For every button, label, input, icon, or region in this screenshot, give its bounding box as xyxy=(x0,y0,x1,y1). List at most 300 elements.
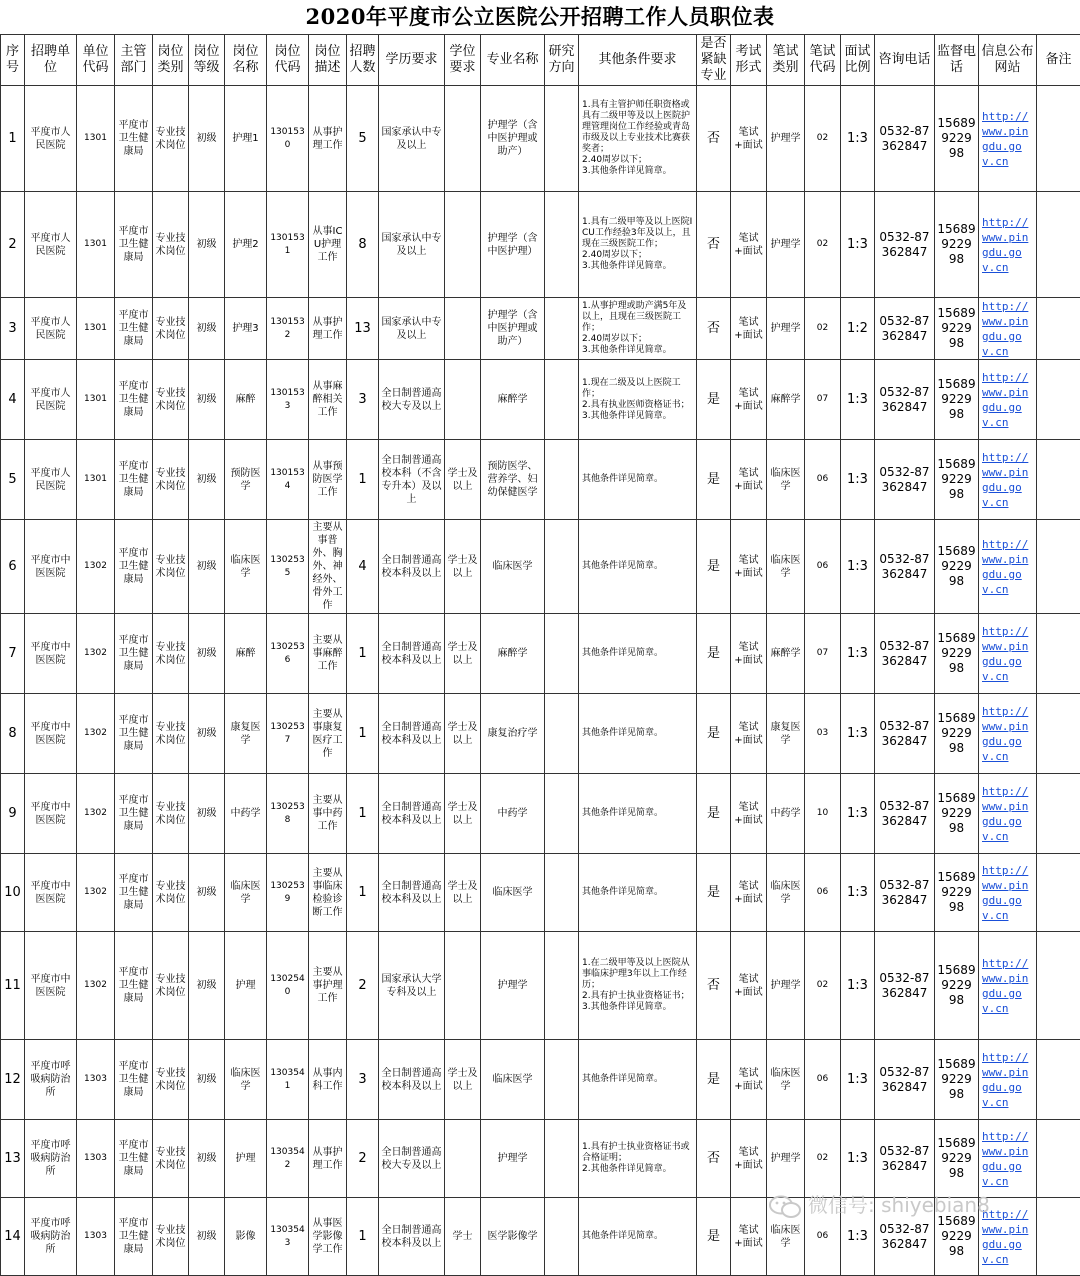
cell-exam-form: 笔试+面试 xyxy=(731,1198,767,1276)
cell-exam-code: 10 xyxy=(805,774,841,854)
cell-shortage: 是 xyxy=(697,1198,731,1276)
cell-department: 平度市卫生健康局 xyxy=(115,932,153,1040)
cell-exam-form: 笔试+面试 xyxy=(731,192,767,298)
cell-exam-type: 康复医学 xyxy=(767,694,805,774)
cell-education: 全日制普通高校本科及以上 xyxy=(379,694,445,774)
cell-category: 专业技术岗位 xyxy=(153,774,189,854)
cell-index: 6 xyxy=(1,520,25,614)
cell-website xyxy=(979,694,1037,774)
watermark xyxy=(768,1188,1068,1222)
cell-major: 临床医学 xyxy=(481,1040,545,1120)
website-link[interactable]: http://www.pingdu.gov.cn xyxy=(982,785,1028,843)
cell-index: 11 xyxy=(1,932,25,1040)
cell-description: 从事内科工作 xyxy=(309,1040,347,1120)
cell-position-code: 1301530 xyxy=(267,86,309,192)
cell-education: 全日制普通高校本科及以上 xyxy=(379,854,445,932)
table-row xyxy=(1,614,1080,694)
cell-category: 专业技术岗位 xyxy=(153,1040,189,1120)
cell-shortage: 否 xyxy=(697,192,731,298)
cell-category: 专业技术岗位 xyxy=(153,694,189,774)
cell-exam-type: 护理学 xyxy=(767,192,805,298)
cell-supervise-phone: 156899229 98 xyxy=(935,298,979,360)
cell-category: 专业技术岗位 xyxy=(153,614,189,694)
cell-shortage: 是 xyxy=(697,774,731,854)
cell-headcount: 2 xyxy=(347,932,379,1040)
cell-conditions: 其他条件详见简章。 xyxy=(579,774,697,854)
cell-interview-ratio: 1:3 xyxy=(841,614,875,694)
cell-index: 10 xyxy=(1,854,25,932)
cell-level: 初级 xyxy=(189,192,225,298)
cell-research xyxy=(545,614,579,694)
column-header: 学历要求 xyxy=(379,35,445,86)
cell-level: 初级 xyxy=(189,932,225,1040)
cell-category: 专业技术岗位 xyxy=(153,1198,189,1276)
cell-level: 初级 xyxy=(189,298,225,360)
table-row xyxy=(1,694,1080,774)
table-body xyxy=(1,86,1080,1276)
cell-degree xyxy=(445,192,481,298)
website-link[interactable]: http://www.pingdu.gov.cn xyxy=(982,216,1028,274)
cell-website xyxy=(979,440,1037,520)
cell-interview-ratio: 1:3 xyxy=(841,1040,875,1120)
cell-interview-ratio: 1:3 xyxy=(841,1198,875,1276)
website-link[interactable]: http://www.pingdu.gov.cn xyxy=(982,957,1028,1015)
cell-exam-type: 临床医学 xyxy=(767,1040,805,1120)
cell-description: 从事麻醉相关工作 xyxy=(309,360,347,440)
cell-note xyxy=(1037,86,1080,192)
website-link[interactable]: http://www.pingdu.gov.cn xyxy=(982,1051,1028,1109)
cell-conditions: 其他条件详见简章。 xyxy=(579,1198,697,1276)
cell-index: 3 xyxy=(1,298,25,360)
column-header: 序号 xyxy=(1,35,25,86)
website-link[interactable]: http://www.pingdu.gov.cn xyxy=(982,300,1028,358)
cell-description: 从事护理工作 xyxy=(309,1120,347,1198)
cell-position: 康复医学 xyxy=(225,694,267,774)
cell-exam-type: 护理学 xyxy=(767,298,805,360)
table-row xyxy=(1,192,1080,298)
cell-level: 初级 xyxy=(189,1198,225,1276)
cell-education: 全日制普通高校本科及以上 xyxy=(379,1040,445,1120)
cell-exam-type: 临床医学 xyxy=(767,1198,805,1276)
cell-degree: 学士 xyxy=(445,1198,481,1276)
website-link[interactable]: http://www.pingdu.gov.cn xyxy=(982,110,1028,168)
cell-website xyxy=(979,520,1037,614)
cell-description: 从事预防医学工作 xyxy=(309,440,347,520)
cell-major: 康复治疗学 xyxy=(481,694,545,774)
cell-position: 护理3 xyxy=(225,298,267,360)
cell-position-code: 1302535 xyxy=(267,520,309,614)
cell-degree xyxy=(445,298,481,360)
cell-research xyxy=(545,854,579,932)
cell-department: 平度市卫生健康局 xyxy=(115,774,153,854)
cell-consult-phone: 0532-87362847 xyxy=(875,1120,935,1198)
cell-major: 护理学 xyxy=(481,1120,545,1198)
cell-exam-form: 笔试+面试 xyxy=(731,360,767,440)
cell-department: 平度市卫生健康局 xyxy=(115,1040,153,1120)
cell-interview-ratio: 1:3 xyxy=(841,774,875,854)
cell-supervise-phone: 156899229 98 xyxy=(935,520,979,614)
cell-department: 平度市卫生健康局 xyxy=(115,440,153,520)
cell-degree xyxy=(445,86,481,192)
cell-headcount: 1 xyxy=(347,694,379,774)
cell-exam-type: 中药学 xyxy=(767,774,805,854)
cell-supervise-phone: 156899229 98 xyxy=(935,1040,979,1120)
cell-supervise-phone: 156899229 98 xyxy=(935,774,979,854)
cell-unit-code: 1302 xyxy=(77,774,115,854)
cell-index: 8 xyxy=(1,694,25,774)
column-header: 主管部门 xyxy=(115,35,153,86)
cell-shortage: 否 xyxy=(697,298,731,360)
cell-position: 中药学 xyxy=(225,774,267,854)
website-link[interactable]: http://www.pingdu.gov.cn xyxy=(982,451,1028,509)
column-header: 备注 xyxy=(1037,35,1080,86)
cell-headcount: 1 xyxy=(347,614,379,694)
cell-supervise-phone: 156899229 98 xyxy=(935,694,979,774)
cell-website xyxy=(979,854,1037,932)
cell-unit-code: 1303 xyxy=(77,1040,115,1120)
column-header: 岗位等级 xyxy=(189,35,225,86)
cell-research xyxy=(545,360,579,440)
cell-headcount: 1 xyxy=(347,854,379,932)
cell-research xyxy=(545,932,579,1040)
cell-conditions: 其他条件详见简章。 xyxy=(579,614,697,694)
table-row xyxy=(1,440,1080,520)
cell-shortage: 是 xyxy=(697,360,731,440)
website-link[interactable]: http://www.pingdu.gov.cn xyxy=(982,625,1028,683)
table-row xyxy=(1,1120,1080,1198)
cell-unit-code: 1302 xyxy=(77,694,115,774)
cell-education: 全日制普通高校本科（不含专升本）及以上 xyxy=(379,440,445,520)
cell-consult-phone: 0532-87362847 xyxy=(875,614,935,694)
cell-website xyxy=(979,360,1037,440)
column-header: 笔试类别 xyxy=(767,35,805,86)
cell-degree: 学士及以上 xyxy=(445,854,481,932)
table-row xyxy=(1,1040,1080,1120)
cell-department: 平度市卫生健康局 xyxy=(115,360,153,440)
cell-interview-ratio: 1:3 xyxy=(841,86,875,192)
cell-position-code: 1303542 xyxy=(267,1120,309,1198)
cell-exam-form: 笔试+面试 xyxy=(731,932,767,1040)
cell-headcount: 3 xyxy=(347,1040,379,1120)
cell-unit: 平度市呼吸病防治所 xyxy=(25,1198,77,1276)
cell-category: 专业技术岗位 xyxy=(153,440,189,520)
cell-exam-form: 笔试+面试 xyxy=(731,440,767,520)
cell-interview-ratio: 1:3 xyxy=(841,360,875,440)
cell-unit: 平度市中医医院 xyxy=(25,774,77,854)
cell-exam-code: 02 xyxy=(805,298,841,360)
watermark-text: 微信号: shiyebian8 xyxy=(808,1193,990,1217)
cell-conditions: 1.具有二级甲等及以上医院ICU工作经验3年及以上，且现在三级医院工作； 2.40周岁以下； 3.其他条件详见简章。 xyxy=(579,192,697,298)
cell-website xyxy=(979,192,1037,298)
cell-interview-ratio: 1:3 xyxy=(841,694,875,774)
cell-consult-phone: 0532-87362847 xyxy=(875,520,935,614)
website-link[interactable]: http://www.pingdu.gov.cn xyxy=(982,538,1028,596)
cell-exam-type: 麻醉学 xyxy=(767,614,805,694)
cell-supervise-phone: 156899229 98 xyxy=(935,854,979,932)
cell-supervise-phone: 156899229 98 xyxy=(935,192,979,298)
cell-category: 专业技术岗位 xyxy=(153,1120,189,1198)
cell-education: 全日制普通高校大专及以上 xyxy=(379,360,445,440)
cell-index: 2 xyxy=(1,192,25,298)
cell-unit: 平度市人民医院 xyxy=(25,440,77,520)
cell-description: 从事护理工作 xyxy=(309,86,347,192)
cell-exam-code: 06 xyxy=(805,854,841,932)
cell-degree xyxy=(445,1120,481,1198)
cell-major: 临床医学 xyxy=(481,520,545,614)
cell-unit: 平度市呼吸病防治所 xyxy=(25,1040,77,1120)
cell-index: 9 xyxy=(1,774,25,854)
cell-description: 从事护理工作 xyxy=(309,298,347,360)
cell-interview-ratio: 1:3 xyxy=(841,520,875,614)
cell-consult-phone: 0532-87362847 xyxy=(875,192,935,298)
cell-research xyxy=(545,520,579,614)
cell-exam-form: 笔试+面试 xyxy=(731,614,767,694)
cell-position-code: 1302536 xyxy=(267,614,309,694)
cell-index: 1 xyxy=(1,86,25,192)
cell-conditions: 其他条件详见简章。 xyxy=(579,694,697,774)
cell-education: 国家承认中专及以上 xyxy=(379,192,445,298)
cell-degree: 学士及以上 xyxy=(445,440,481,520)
cell-exam-type: 护理学 xyxy=(767,932,805,1040)
cell-department: 平度市卫生健康局 xyxy=(115,1198,153,1276)
cell-department: 平度市卫生健康局 xyxy=(115,298,153,360)
column-header: 岗位描述 xyxy=(309,35,347,86)
cell-description: 主要从事普外、胸外、神经外、骨外工作 xyxy=(309,520,347,614)
cell-research xyxy=(545,440,579,520)
cell-exam-code: 06 xyxy=(805,1040,841,1120)
cell-research xyxy=(545,1120,579,1198)
cell-position: 护理 xyxy=(225,1120,267,1198)
cell-note xyxy=(1037,192,1080,298)
cell-description: 主要从事护理工作 xyxy=(309,932,347,1040)
cell-exam-type: 护理学 xyxy=(767,1120,805,1198)
table-row xyxy=(1,298,1080,360)
cell-headcount: 8 xyxy=(347,192,379,298)
table-row xyxy=(1,86,1080,192)
cell-unit-code: 1301 xyxy=(77,192,115,298)
cell-exam-form: 笔试+面试 xyxy=(731,520,767,614)
website-link[interactable]: http://www.pingdu.gov.cn xyxy=(982,864,1028,922)
cell-conditions: 1.具有主管护师任职资格或具有二级甲等及以上医院护理管理岗位工作经验或青岛市级及以上专业技术比赛获奖者； 2.40周岁以下； 3.其他条件详见简章。 xyxy=(579,86,697,192)
cell-conditions: 其他条件详见简章。 xyxy=(579,440,697,520)
cell-education: 全日制普通高校本科及以上 xyxy=(379,614,445,694)
column-header: 招聘人数 xyxy=(347,35,379,86)
cell-index: 13 xyxy=(1,1120,25,1198)
cell-shortage: 是 xyxy=(697,520,731,614)
cell-consult-phone: 0532-87362847 xyxy=(875,360,935,440)
wechat-icon xyxy=(768,1195,802,1219)
cell-position-code: 1303543 xyxy=(267,1198,309,1276)
cell-position: 护理 xyxy=(225,932,267,1040)
cell-unit: 平度市人民医院 xyxy=(25,86,77,192)
website-link[interactable]: http://www.pingdu.gov.cn xyxy=(982,371,1028,429)
cell-exam-code: 02 xyxy=(805,1120,841,1198)
cell-degree xyxy=(445,360,481,440)
cell-major: 医学影像学 xyxy=(481,1198,545,1276)
column-header: 监督电话 xyxy=(935,35,979,86)
column-header: 面试比例 xyxy=(841,35,875,86)
cell-level: 初级 xyxy=(189,774,225,854)
column-header: 是否紧缺专业 xyxy=(697,35,731,86)
cell-conditions: 1.现在二级及以上医院工作； 2.具有执业医师资格证书； 3.其他条件详见简章。 xyxy=(579,360,697,440)
cell-category: 专业技术岗位 xyxy=(153,854,189,932)
cell-shortage: 是 xyxy=(697,854,731,932)
cell-research xyxy=(545,86,579,192)
cell-supervise-phone: 156899229 98 xyxy=(935,1120,979,1198)
cell-note xyxy=(1037,694,1080,774)
cell-interview-ratio: 1:2 xyxy=(841,298,875,360)
cell-category: 专业技术岗位 xyxy=(153,520,189,614)
column-header: 研究方向 xyxy=(545,35,579,86)
cell-interview-ratio: 1:3 xyxy=(841,192,875,298)
cell-exam-form: 笔试+面试 xyxy=(731,1040,767,1120)
cell-note xyxy=(1037,440,1080,520)
cell-shortage: 是 xyxy=(697,694,731,774)
cell-level: 初级 xyxy=(189,440,225,520)
cell-exam-form: 笔试+面试 xyxy=(731,694,767,774)
job-table xyxy=(0,34,1080,1276)
cell-position: 护理2 xyxy=(225,192,267,298)
column-header: 信息公布网站 xyxy=(979,35,1037,86)
cell-major: 中药学 xyxy=(481,774,545,854)
cell-position: 临床医学 xyxy=(225,520,267,614)
cell-position-code: 1301531 xyxy=(267,192,309,298)
cell-exam-form: 笔试+面试 xyxy=(731,854,767,932)
cell-headcount: 1 xyxy=(347,440,379,520)
cell-index: 14 xyxy=(1,1198,25,1276)
cell-description: 主要从事临床检验诊断工作 xyxy=(309,854,347,932)
cell-description: 主要从事麻醉工作 xyxy=(309,614,347,694)
table-row xyxy=(1,520,1080,614)
cell-education: 全日制普通高校大专及以上 xyxy=(379,1120,445,1198)
cell-department: 平度市卫生健康局 xyxy=(115,1120,153,1198)
cell-headcount: 2 xyxy=(347,1120,379,1198)
cell-unit: 平度市人民医院 xyxy=(25,360,77,440)
cell-unit: 平度市中医医院 xyxy=(25,520,77,614)
cell-headcount: 1 xyxy=(347,1198,379,1276)
cell-shortage: 是 xyxy=(697,1040,731,1120)
column-header: 其他条件要求 xyxy=(579,35,697,86)
cell-consult-phone: 0532-87362847 xyxy=(875,298,935,360)
column-header: 学位要求 xyxy=(445,35,481,86)
cell-major: 护理学 xyxy=(481,932,545,1040)
cell-interview-ratio: 1:3 xyxy=(841,932,875,1040)
cell-website xyxy=(979,86,1037,192)
cell-department: 平度市卫生健康局 xyxy=(115,86,153,192)
cell-note xyxy=(1037,854,1080,932)
cell-degree: 学士及以上 xyxy=(445,694,481,774)
cell-description: 主要从事中药工作 xyxy=(309,774,347,854)
cell-unit: 平度市中医医院 xyxy=(25,932,77,1040)
cell-headcount: 3 xyxy=(347,360,379,440)
cell-unit: 平度市人民医院 xyxy=(25,298,77,360)
cell-department: 平度市卫生健康局 xyxy=(115,854,153,932)
cell-exam-code: 06 xyxy=(805,520,841,614)
website-link[interactable]: http://www.pingdu.gov.cn xyxy=(982,705,1028,763)
cell-education: 国家承认中专及以上 xyxy=(379,86,445,192)
cell-interview-ratio: 1:3 xyxy=(841,1120,875,1198)
cell-department: 平度市卫生健康局 xyxy=(115,614,153,694)
cell-level: 初级 xyxy=(189,694,225,774)
cell-major: 麻醉学 xyxy=(481,614,545,694)
cell-position: 护理1 xyxy=(225,86,267,192)
cell-research xyxy=(545,1198,579,1276)
column-header: 专业名称 xyxy=(481,35,545,86)
cell-index: 5 xyxy=(1,440,25,520)
cell-exam-type: 临床医学 xyxy=(767,520,805,614)
cell-unit-code: 1303 xyxy=(77,1198,115,1276)
cell-conditions: 其他条件详见简章。 xyxy=(579,1040,697,1120)
cell-exam-type: 麻醉学 xyxy=(767,360,805,440)
cell-exam-type: 护理学 xyxy=(767,86,805,192)
cell-shortage: 否 xyxy=(697,86,731,192)
cell-degree: 学士及以上 xyxy=(445,1040,481,1120)
cell-exam-code: 06 xyxy=(805,1198,841,1276)
cell-education: 国家承认中专及以上 xyxy=(379,298,445,360)
cell-position: 临床医学 xyxy=(225,1040,267,1120)
cell-exam-code: 07 xyxy=(805,360,841,440)
cell-exam-form: 笔试+面试 xyxy=(731,1120,767,1198)
cell-unit: 平度市中医医院 xyxy=(25,854,77,932)
cell-position-code: 1302537 xyxy=(267,694,309,774)
column-header: 岗位类别 xyxy=(153,35,189,86)
cell-position-code: 1303541 xyxy=(267,1040,309,1120)
cell-consult-phone: 0532-87362847 xyxy=(875,1198,935,1276)
cell-unit: 平度市人民医院 xyxy=(25,192,77,298)
cell-consult-phone: 0532-87362847 xyxy=(875,854,935,932)
cell-conditions: 1.在二级甲等及以上医院从事临床护理3年以上工作经历； 2.具有护士执业资格证书； 3.其他条件详见简章。 xyxy=(579,932,697,1040)
cell-unit-code: 1301 xyxy=(77,440,115,520)
cell-research xyxy=(545,694,579,774)
cell-exam-code: 06 xyxy=(805,440,841,520)
cell-note xyxy=(1037,614,1080,694)
cell-category: 专业技术岗位 xyxy=(153,298,189,360)
cell-degree: 学士及以上 xyxy=(445,614,481,694)
cell-website xyxy=(979,1040,1037,1120)
cell-level: 初级 xyxy=(189,1040,225,1120)
website-link[interactable]: http://www.pingdu.gov.cn xyxy=(982,1130,1028,1188)
cell-unit-code: 1301 xyxy=(77,298,115,360)
cell-research xyxy=(545,298,579,360)
cell-description: 从事医学影像学工作 xyxy=(309,1198,347,1276)
cell-note xyxy=(1037,520,1080,614)
cell-category: 专业技术岗位 xyxy=(153,86,189,192)
cell-category: 专业技术岗位 xyxy=(153,932,189,1040)
column-header: 岗位名称 xyxy=(225,35,267,86)
cell-note xyxy=(1037,298,1080,360)
cell-position: 预防医学 xyxy=(225,440,267,520)
cell-exam-code: 02 xyxy=(805,86,841,192)
cell-level: 初级 xyxy=(189,1120,225,1198)
cell-shortage: 否 xyxy=(697,1120,731,1198)
column-header: 考试形式 xyxy=(731,35,767,86)
cell-website xyxy=(979,614,1037,694)
column-header: 单位代码 xyxy=(77,35,115,86)
cell-level: 初级 xyxy=(189,614,225,694)
cell-note xyxy=(1037,360,1080,440)
cell-exam-code: 02 xyxy=(805,192,841,298)
cell-conditions: 1.从事护理或助产满5年及以上，且现在三级医院工作； 2.40周岁以下； 3.其他条件详见简章。 xyxy=(579,298,697,360)
cell-headcount: 1 xyxy=(347,774,379,854)
cell-category: 专业技术岗位 xyxy=(153,360,189,440)
cell-degree: 学士及以上 xyxy=(445,774,481,854)
cell-index: 4 xyxy=(1,360,25,440)
cell-unit-code: 1302 xyxy=(77,854,115,932)
cell-consult-phone: 0532-87362847 xyxy=(875,932,935,1040)
cell-shortage: 否 xyxy=(697,932,731,1040)
website-link[interactable]: http://www.pingdu.gov.cn xyxy=(982,1208,1028,1266)
cell-exam-form: 笔试+面试 xyxy=(731,774,767,854)
